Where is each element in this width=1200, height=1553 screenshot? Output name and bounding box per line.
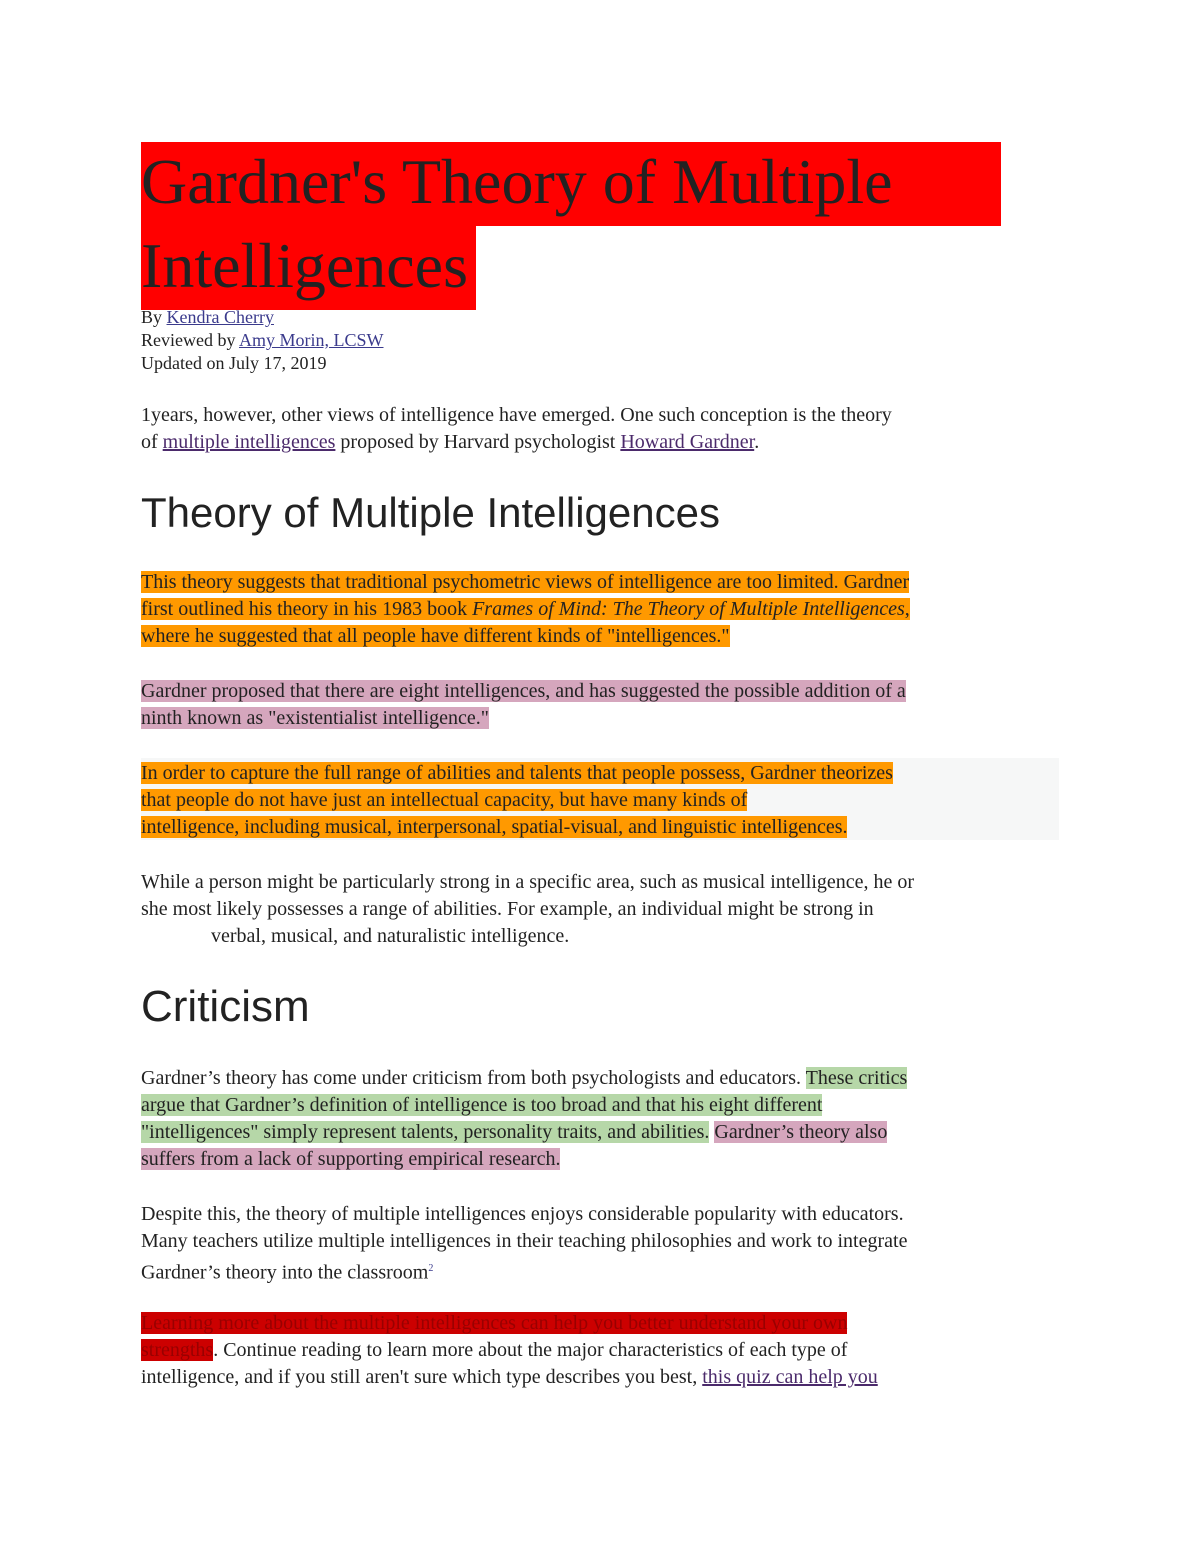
c3-line-2b: . Continue reading to learn more about the major characteristics of each type of — [213, 1339, 848, 1361]
intro-paragraph — [141, 402, 1071, 456]
p3-line-3: intelligence, including musical, interpersonal, spatial-visual, and linguistic intelligences. — [141, 816, 848, 838]
howard-gardner-link[interactable]: Howard Gardner — [620, 431, 755, 453]
author-line — [141, 306, 384, 329]
c1-line-1a: Gardner’s theory has come under criticism from both psychologists and educators. — [141, 1067, 806, 1089]
c3-line-3a: intelligence, and if you still aren't sure which type describes you best, — [141, 1366, 703, 1388]
p1-line-1: This theory suggests that traditional psychometric views of intelligence are too limited. Gardner — [141, 571, 910, 593]
intro-line-2 — [141, 429, 1071, 456]
c2-line-3: Gardner’s theory into the classroom — [141, 1261, 429, 1284]
intro-text: of — [141, 431, 163, 453]
reviewer-link[interactable]: Amy Morin, LCSW — [238, 330, 384, 350]
c2-line-1: Despite this, the theory of multiple intelligences enjoys considerable popularity with educators. — [141, 1203, 904, 1225]
reviewer-prefix: Reviewed by — [141, 330, 239, 350]
p1-line-2 — [141, 598, 910, 620]
c1-line-1b: These critics — [805, 1067, 908, 1089]
footnote-marker[interactable]: 2 — [428, 1263, 434, 1274]
criticism-paragraph-3 — [141, 1310, 1071, 1391]
c2-line-2: Many teachers utilize multiple intelligences in their teaching philosophies and work to integrate — [141, 1230, 908, 1252]
section-heading-criticism: Criticism — [141, 982, 310, 1031]
theory-paragraph-3 — [141, 760, 1071, 841]
c3-line-2a: strengths — [141, 1339, 214, 1361]
intro-text: proposed by Harvard psychologist — [335, 431, 621, 453]
quiz-link[interactable]: this quiz can help you — [702, 1366, 878, 1388]
byline — [141, 306, 384, 375]
c1-line-3a: "intelligences" simply represent talents, personality traits, and abilities. — [141, 1121, 710, 1143]
updated-date: Updated on July 17, 2019 — [141, 353, 327, 373]
author-prefix: By — [141, 307, 167, 327]
p1-line-3: where he suggested that all people have different kinds of "intelligences." — [141, 625, 730, 647]
theory-paragraph-4 — [141, 869, 1071, 950]
theory-paragraph-1 — [141, 569, 1071, 650]
intro-text: . — [754, 431, 760, 453]
criticism-paragraph-2 — [141, 1201, 1071, 1287]
page-title — [141, 142, 1021, 310]
c1-line-4: suffers from a lack of supporting empirical research. — [141, 1148, 561, 1170]
p3-line-1: In order to capture the full range of abilities and talents that people possess, Gardner theorizes — [141, 762, 893, 784]
p4-line-1: While a person might be particularly strong in a specific area, such as musical intelligence, he or — [141, 871, 915, 893]
book-title: Frames of Mind: The Theory of Multiple Intelligences — [472, 598, 905, 620]
theory-paragraph-2 — [141, 678, 1071, 732]
p4-line-2: she most likely possesses a range of abilities. For example, an individual might be strong in — [141, 898, 874, 920]
multiple-intelligences-link[interactable]: multiple intelligences — [162, 431, 336, 453]
title-line-1: Gardner's Theory of Multiple — [141, 142, 1001, 226]
c1-line-2: argue that Gardner’s definition of intelligence is too broad and that his eight different — [141, 1094, 823, 1116]
p2-line-1: Gardner proposed that there are eight intelligences, and has suggested the possible addition of a — [141, 680, 906, 702]
p1-text: first outlined his theory in his 1983 book — [141, 598, 473, 620]
c1-line-3b: Gardner’s theory also — [714, 1121, 888, 1143]
intro-line-1: 1years, however, other views of intelligence have emerged. One such conception is the theory — [141, 404, 892, 426]
c3-line-1: Learning more about the multiple intelligences can help you better understand your own — [141, 1312, 848, 1334]
section-heading-theory: Theory of Multiple Intelligences — [141, 489, 720, 536]
p2-line-2: ninth known as "existentialist intelligence." — [141, 707, 489, 729]
p1-text: , — [904, 598, 910, 620]
author-link[interactable]: Kendra Cherry — [166, 307, 274, 327]
reviewer-line — [141, 329, 384, 352]
p3-line-2: that people do not have just an intellectual capacity, but have many kinds of — [141, 789, 748, 811]
title-line-2: Intelligences — [141, 226, 476, 310]
p4-line-3: verbal, musical, and naturalistic intelligence. — [211, 925, 570, 947]
criticism-paragraph-1 — [141, 1065, 1071, 1173]
